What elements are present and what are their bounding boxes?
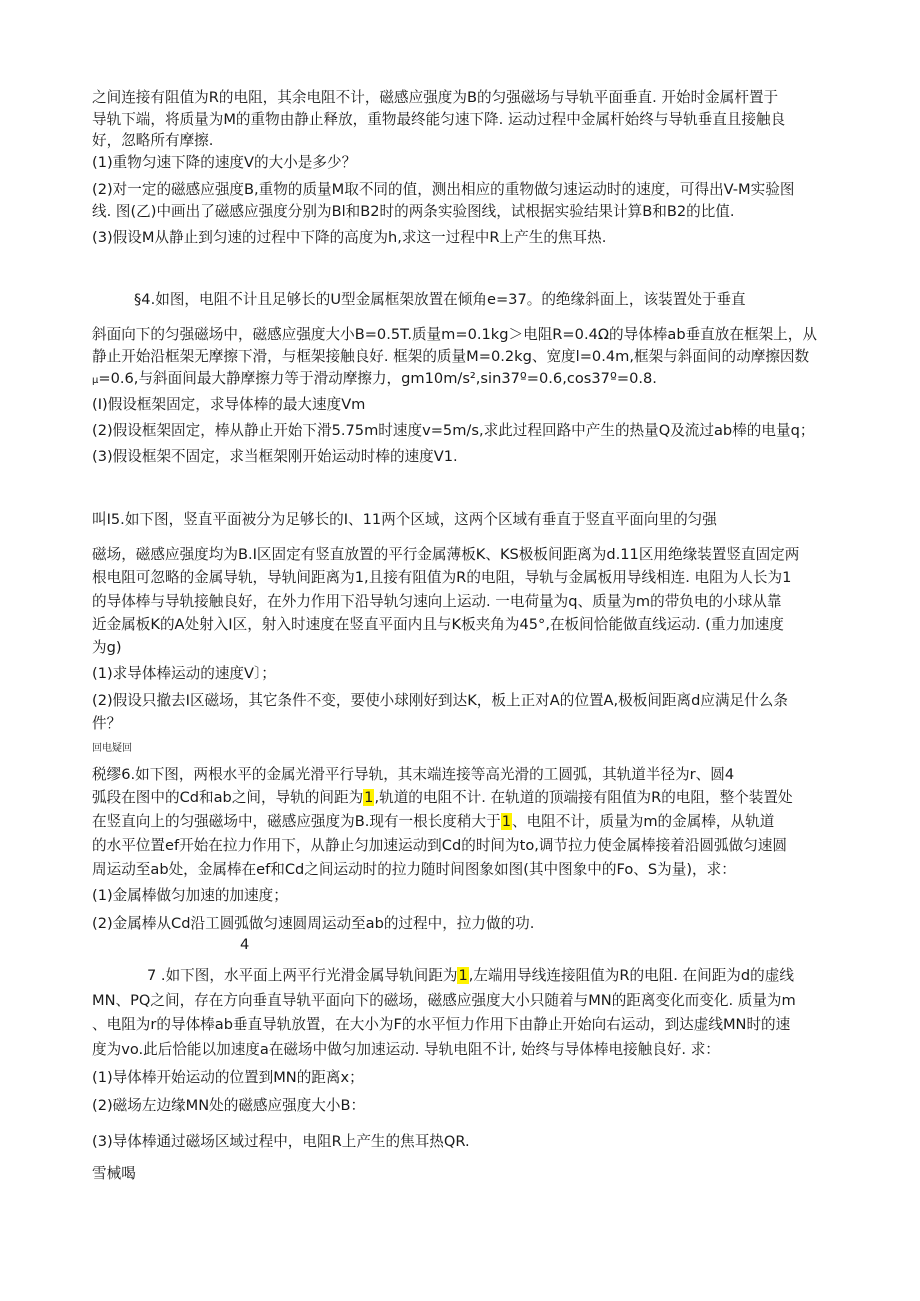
p6-line-3-end: 、电阻不计，质量为m的金属棒，从轨道 — [511, 813, 775, 830]
p7-question-3: (3)导体棒通过磁场区域过程中，电阻R上产生的焦耳热QR. — [92, 1133, 470, 1150]
p5-line-3: 根电阻可忽略的金属导轨，导轨间距离为1,且接有阻值为R的电阻，导轨与金属板用导线相连. 电阻为人长为1 — [92, 569, 792, 586]
page-end-text: 雪械喝 — [92, 1165, 136, 1182]
p6-line-3-start: 在竖直向上的匀强磁场中，磁感应强度为B.现有一根长度稍大于 — [92, 813, 501, 830]
p6-line-3 — [92, 812, 774, 832]
p3-line-2: 导轨下端，将质量为M的重物由静止释放，重物最终能匀速下降. 运动过程中金属杆始终与导轨垂直且接触良 — [92, 111, 786, 128]
p7-question-2: (2)磁场左边缘MN处的磁感应强度大小B： — [92, 1097, 366, 1114]
p4-line-4-text: =0.6,与斜面间最大静摩擦力等于滑动摩擦力，gm10m∕s²,sin37º=0.6,cos37º=0.8. — [98, 370, 657, 387]
p7-line-1-end: ,左端用导线连接阻值为R的电阻. 在间距为d的虚线 — [468, 967, 794, 984]
p7-line-1-start: 7 .如下图，水平面上两平行光滑金属导轨间距为 — [147, 967, 458, 984]
p5-question-1: (1)求导体棒运动的速度V〕； — [92, 665, 276, 682]
p7-line-4: 度为vo.此后恰能以加速度a在磁场中做匀加速运动. 导轨电阻不计, 始终与导体棒电接触良好. 求： — [92, 1041, 720, 1058]
highlight-mark: 1 — [501, 813, 511, 830]
p7-line-3: 、电阻为r的导体棒ab垂直导轨放置，在大小为F的水平恒力作用下由静止开始向右运动，到达虚线MN时的速 — [92, 1016, 791, 1033]
p3-question-1: (1)重物匀速下降的速度V的大小是多少？ — [92, 154, 357, 171]
p5-line-5: 近金属板K的A处射入I区，射入时速度在竖直平面内且与K板夹角为45°,在板间恰能做直线运动. (重力加速度 — [92, 616, 784, 633]
p7-line-1 — [147, 966, 794, 986]
p6-line-1: 税缪6.如下图，两根水平的金属光滑平行导轨，其末端连接等高光滑的工圆弧，其轨道半径为r、圆4 — [92, 766, 735, 783]
p5-line-2: 磁场，磁感应强度均为B.I区固定有竖直放置的平行金属薄板K、KS极板间距离为d.11区用绝缘装置竖直固定两 — [92, 546, 800, 563]
p5-line-6: 为g) — [92, 639, 122, 656]
p6-line-5: 周运动至ab处，金属棒在ef和Cd之间运动时的拉力随时间图象如图(其中图象中的Fo、S为量)，求： — [92, 861, 736, 878]
p6-question-1: (1)金属棒做匀加速的加速度； — [92, 887, 288, 904]
p6-line-2-end: ,轨道的电阻不计. 在轨道的顶端接有阻值为R的电阻，整个装置处 — [374, 789, 793, 806]
p3-line-1: 之间连接有阻值为R的电阻，其余电阻不计，磁感应强度为B的匀强磁场与导轨平面垂直. 开始时金属杆置于 — [92, 89, 779, 106]
p5-note: 回电疑回 — [92, 743, 132, 754]
p4-question-2: (2)假设框架固定，棒从静止开始下滑5.75m时速度v=5m∕s,求此过程回路中产生的热量Q及流过ab棒的电量q； — [92, 422, 815, 439]
p4-line-4 — [92, 369, 657, 391]
p7-line-2: MN、PQ之间，存在方向垂直导轨平面向下的磁场，磁感应强度大小只随着与MN的距离变化而变化. 质量为m — [92, 992, 796, 1009]
p5-line-1: 叫I5.如下图，竖直平面被分为足够长的I、11两个区域，这两个区域有垂直于竖直平面向里的匀强 — [92, 511, 717, 528]
p6-line-4: 的水平位置ef开始在拉力作用下，从静止匀加速运动到Cd的时间为to,调节拉力使金属棒接着沿圆弧做匀速圆 — [92, 837, 787, 854]
p4-line-3: 静止开始沿框架无摩擦下滑，与框架接触良好. 框架的质量M=0.2kg、宽度l=0.4m,框架与斜面间的动摩擦因数 — [92, 348, 810, 365]
p6-line-2 — [92, 788, 793, 808]
highlight-mark: 1 — [458, 967, 468, 984]
p5-question-2a: (2)假设只撤去I区磁场，其它条件不变，要使小球刚好到达K，板上正对A的位置A,极板间距离d应满足什么条 — [92, 692, 788, 709]
highlight-mark: 1 — [364, 789, 374, 806]
p7-question-1: (1)导体棒开始运动的位置到MN的距离x； — [92, 1069, 364, 1086]
p6-question-2: (2)金属棒从Cd沿工圆弧做匀速圆周运动至ab的过程中，拉力做的功. — [92, 915, 535, 932]
p5-line-4: 的导体棒与导轨接触良好，在外力作用下沿导轨匀速向上运动. 一电荷量为q、质量为m的带负电的小球从靠 — [92, 593, 782, 610]
p4-question-3: (3)假设框架不固定，求当框架刚开始运动时棒的速度V1. — [92, 448, 458, 465]
p5-question-2b: 件？ — [92, 715, 122, 732]
p4-question-1: (I)假设框架固定，求导体棒的最大速度Vm — [92, 396, 366, 413]
p3-line-3: 好，忽略所有摩擦. — [92, 132, 214, 149]
p6-line-2-start: 弧段在图中的Cd和ab之间，导轨的间距为 — [92, 789, 364, 806]
p6-fraction-denominator: 4 — [240, 936, 250, 953]
p3-question-3: (3)假设M从静止到匀速的过程中下降的高度为h,求这一过程中R上产生的焦耳热. — [92, 229, 607, 246]
p3-question-2a: (2)对一定的磁感应强度B,重物的质量M取不同的值，测出相应的重物做匀速运动时的速度，可得出V-M实验图 — [92, 181, 795, 198]
mu-symbol: μ — [92, 375, 99, 386]
p4-line-1: §4.如图，电阻不计且足够长的U型金属框架放置在倾角e=37。的绝缘斜面上，该装置处于垂直 — [134, 291, 746, 308]
p3-question-2b: 线. 图(乙)中画出了磁感应强度分别为Bl和B2时的两条实验图线，试根据实验结果计算B和B2的比值. — [92, 203, 735, 220]
p4-line-2: 斜面向下的匀强磁场中，磁感应强度大小B=0.5T.质量m=0.1kg＞电阻R=0.4Ω的导体棒ab垂直放在框架上，从 — [92, 326, 817, 343]
